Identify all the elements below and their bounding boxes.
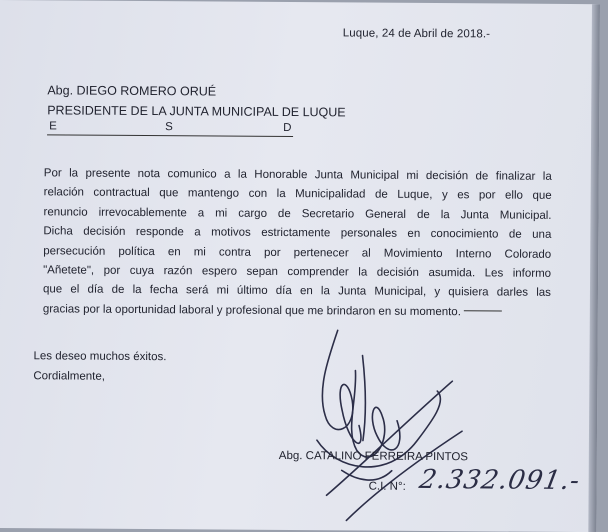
body-line: relación contractual que mantengo con la Municipalidad de Luque, y es por ello que — [43, 186, 552, 203]
esd-line — [47, 120, 293, 137]
body-line: Por la presente nota comunico a la Honorable Junta Municipal mi decisión de finalizar la — [43, 167, 552, 183]
addressee-block — [47, 80, 346, 122]
closing-wishes: Les deseo muchos éxitos. — [33, 350, 167, 364]
addressee-name: Abg. DIEGO ROMERO ORUÉ — [47, 83, 217, 99]
body-line: gracias por la oportunidad laboral y profesional que me brindaron en su momento. — [42, 303, 461, 319]
ci-number: 2.332.091.- — [416, 464, 583, 497]
esd-d: D — [283, 121, 292, 135]
esd-e: E — [49, 120, 57, 133]
closing-salutation: Cordialmente, — [33, 370, 106, 383]
body-line: renuncio irrevocablemente a mi cargo de Secretario General de la Junta Municipal. — [43, 206, 552, 222]
body-line: "Añetete", por cuya razón espero sepan comprender la decisión asumida. Les informo — [43, 264, 552, 280]
handwritten-signature — [296, 320, 467, 531]
body-line: que el día de la fecha será mi último día en la Junta Municipal, y quisiera darles las — [42, 283, 552, 300]
body-line: Dicha decisión responde a motivos estrictamente personales en conocimiento de una — [43, 225, 552, 242]
letter-body — [43, 164, 552, 323]
letter-date: Luque, 24 de Abril de 2018.- — [342, 27, 491, 41]
closing-block — [33, 346, 166, 387]
esd-s: S — [165, 121, 173, 134]
addressee-title: PRESIDENTE DE LA JUNTA MUNICIPAL DE LUQUE — [47, 103, 346, 120]
body-line: persecución política en mi contra por pertenecer al Movimiento Interno Colorado — [43, 244, 552, 261]
ci-label: C.I. N°: — [368, 480, 406, 493]
end-dash — [464, 310, 502, 311]
page-edge — [588, 4, 600, 532]
signer-name: Abg. CATALINO FERREIRA PINTOS — [278, 449, 469, 464]
